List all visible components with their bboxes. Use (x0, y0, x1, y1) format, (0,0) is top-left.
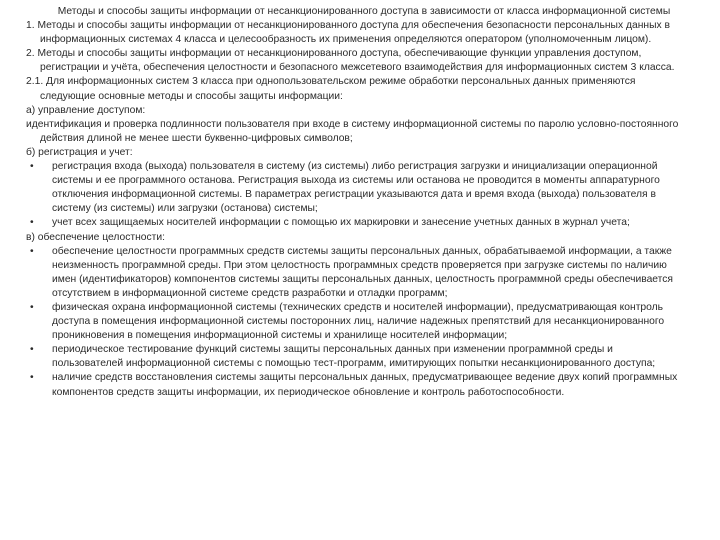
section-b-heading: б) регистрация и учет: (26, 146, 133, 158)
section-c-heading: в) обеспечение целостности: (26, 231, 165, 243)
list-item-text: периодическое тестирование функций системы защиты персональных данных при изменении программной среды и пользователей информационной системы с помощью тест-программ, имитирующих попытки несанкционированного доступа; (52, 344, 656, 370)
list-item-text: наличие средств восстановления системы защиты персональных данных, предусматривающее ведение двух копий программных компонентов средств защиты информации, их периодическое обновление и контроль работоспособности. (52, 372, 678, 398)
document-title: Методы и способы защиты информации от несанкционированного доступа в зависимости от класса информационной системы (57, 6, 671, 17)
bullet-icon: • (30, 161, 34, 173)
list-item (26, 301, 686, 343)
list-item-text: обеспечение целостности программных средств системы защиты персональных данных, обрабатываемой информации, а также неизменность программной среды. При этом целостность программных средств проверяется при загрузке системы по наличию имен (идентификаторов) компонентов системы защиты персональных данных, целостность программной среды обеспечивается отсутствием в информационной системе средств разработки и отладки программ; (52, 245, 674, 299)
list-item (26, 160, 686, 216)
list-item-text: физическая охрана информационной системы (технических средств и носителей информации), предусматривающая контроль доступа в помещения информационной системы посторонних лиц, наличие надежных препятствий для несанкционированного проникновения в помещения информационной системы и хранилище носителей информации; (52, 301, 665, 342)
bullet-icon: • (30, 217, 34, 229)
paragraph-2-1: 2.1. Для информационных систем 3 класса при однопользовательском режиме обработки персональных данных применяются следующие основные методы и способы защиты информации: (26, 76, 636, 102)
document-page (26, 5, 686, 400)
bullet-icon: • (30, 301, 34, 313)
bullet-icon: • (30, 344, 34, 356)
section-a-heading: а) управление доступом: (26, 104, 146, 116)
bullet-icon: • (30, 245, 34, 257)
paragraph-1: 1. Методы и способы защиты информации от несанкционированного доступа для обеспечения безопасности персональных данных в информационных системах 4 класса и целесообразность их применения определяются оператором (уполномоченным лицом). (26, 20, 670, 46)
list-item (26, 245, 686, 301)
list-item (26, 216, 686, 230)
list-item-text: учет всех защищаемых носителей информации с помощью их маркировки и занесение учетных данных в журнал учета; (52, 217, 630, 229)
paragraph-2: 2. Методы и способы защиты информации от несанкционированного доступа, обеспечивающие функции управления доступом, регистрации и учёта, обеспечения целостности и безопасного межсетевого взаимодействия для информационных систем 3 класса. (26, 48, 675, 74)
list-item (26, 371, 686, 399)
section-a-text: идентификация и проверка подлинности пользователя при входе в систему информационной системы по паролю условно-постоянного действия длиной не менее шести буквенно-цифровых символов; (26, 118, 679, 144)
list-item-text: регистрация входа (выхода) пользователя в систему (из системы) либо регистрация загрузки и инициализации операционной системы и ее программного останова. Регистрация выхода из системы или останова не проводится в моменты аппаратурного отключения информационной системы. В параметрах регистрации указываются дата и время входа (выхода) пользователя в систему (из системы) или загрузки (останова) системы; (52, 161, 660, 215)
list-item (26, 343, 686, 371)
bullet-icon: • (30, 372, 34, 384)
